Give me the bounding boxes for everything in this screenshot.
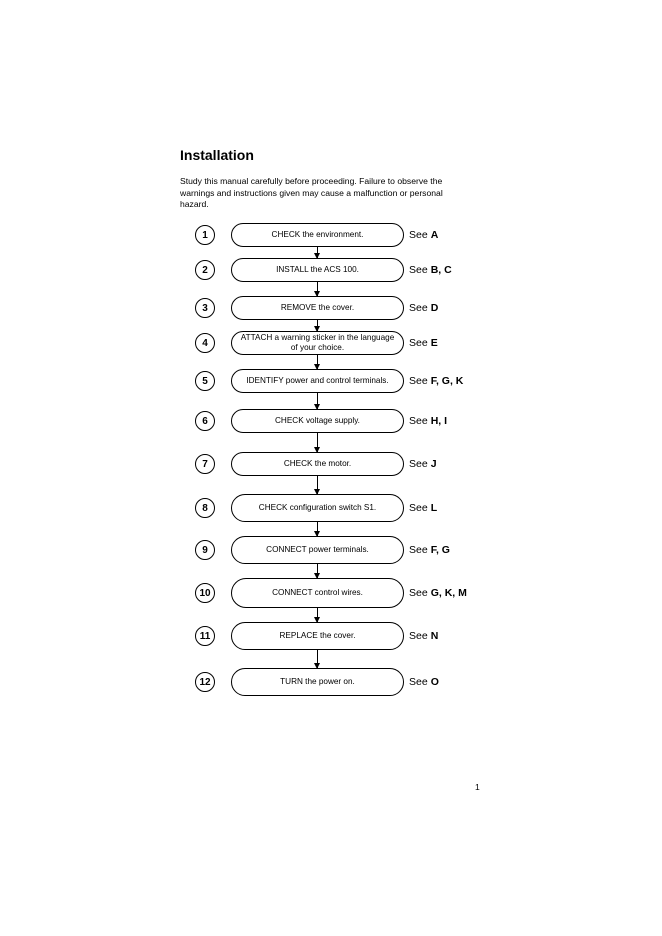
reference-letters: J	[430, 458, 437, 470]
step-text: TURN the power on.	[280, 677, 355, 686]
step-number: 12	[195, 672, 215, 692]
step-box	[231, 258, 404, 282]
reference-letters: F, G, K	[430, 375, 464, 387]
reference-letters: O	[430, 676, 439, 688]
step-number: 1	[195, 225, 215, 245]
step-reference	[409, 452, 437, 476]
reference-letters: D	[430, 302, 439, 314]
page-title: Installation	[180, 147, 254, 163]
down-arrow-icon	[317, 650, 318, 668]
step-text: CHECK the environment.	[271, 230, 364, 239]
step-box	[231, 331, 404, 355]
see-label: See	[409, 587, 428, 599]
reference-letters: A	[430, 229, 439, 241]
see-label: See	[409, 458, 428, 470]
step-text: IDENTIFY power and control terminals.	[246, 376, 389, 385]
step-reference	[409, 369, 463, 393]
step-reference	[409, 496, 437, 520]
down-arrow-icon	[317, 282, 318, 296]
step-box	[231, 578, 404, 608]
step-number: 6	[195, 411, 215, 431]
step-text: REMOVE the cover.	[280, 303, 355, 312]
down-arrow-icon	[317, 522, 318, 536]
step-reference	[409, 624, 438, 648]
reference-letters: H, I	[430, 415, 448, 427]
down-arrow-icon	[317, 355, 318, 369]
step-box	[231, 452, 404, 476]
step-number: 11	[195, 626, 215, 646]
step-number: 7	[195, 454, 215, 474]
step-reference	[409, 670, 439, 694]
step-number: 10	[195, 583, 215, 603]
down-arrow-icon	[317, 608, 318, 622]
step-box	[231, 622, 404, 650]
step-box	[231, 296, 404, 320]
down-arrow-icon	[317, 247, 318, 258]
reference-letters: G, K, M	[430, 587, 467, 599]
down-arrow-icon	[317, 433, 318, 452]
down-arrow-icon	[317, 564, 318, 578]
step-reference	[409, 409, 447, 433]
reference-letters: E	[430, 337, 438, 349]
step-reference	[409, 258, 452, 282]
step-number: 9	[195, 540, 215, 560]
see-label: See	[409, 375, 428, 387]
reference-letters: N	[430, 630, 439, 642]
step-text: CONNECT control wires.	[272, 588, 363, 597]
see-label: See	[409, 229, 428, 241]
see-label: See	[409, 415, 428, 427]
step-number: 2	[195, 260, 215, 280]
see-label: See	[409, 544, 428, 556]
see-label: See	[409, 264, 428, 276]
step-box	[231, 369, 404, 393]
step-number: 5	[195, 371, 215, 391]
step-reference	[409, 581, 467, 605]
step-text: CHECK voltage supply.	[275, 416, 360, 425]
see-label: See	[409, 630, 428, 642]
step-reference	[409, 538, 450, 562]
step-number: 8	[195, 498, 215, 518]
page-number: 1	[475, 782, 480, 792]
step-number: 4	[195, 333, 215, 353]
step-text: CONNECT power terminals.	[266, 545, 369, 554]
down-arrow-icon	[317, 393, 318, 409]
down-arrow-icon	[317, 476, 318, 494]
down-arrow-icon	[317, 320, 318, 331]
step-text: REPLACE the cover.	[279, 631, 356, 640]
intro-paragraph: Study this manual carefully before proceeding. Failure to observe the warnings and instructions given may cause a malfunction or personal hazard.	[180, 176, 443, 210]
step-reference	[409, 296, 438, 320]
step-text: ATTACH a warning sticker in the language of your choice.	[240, 333, 395, 352]
reference-letters: L	[430, 502, 438, 514]
reference-letters: F, G	[430, 544, 450, 556]
see-label: See	[409, 502, 428, 514]
step-box	[231, 494, 404, 522]
step-box	[231, 409, 404, 433]
step-reference	[409, 223, 438, 247]
step-text: CHECK the motor.	[283, 459, 352, 468]
step-text: INSTALL the ACS 100.	[276, 265, 359, 274]
reference-letters: B, C	[430, 264, 452, 276]
see-label: See	[409, 676, 428, 688]
step-box	[231, 668, 404, 696]
see-label: See	[409, 337, 428, 349]
step-reference	[409, 331, 438, 355]
see-label: See	[409, 302, 428, 314]
step-box	[231, 223, 404, 247]
step-box	[231, 536, 404, 564]
step-text: CHECK configuration switch S1.	[258, 503, 377, 512]
step-number: 3	[195, 298, 215, 318]
